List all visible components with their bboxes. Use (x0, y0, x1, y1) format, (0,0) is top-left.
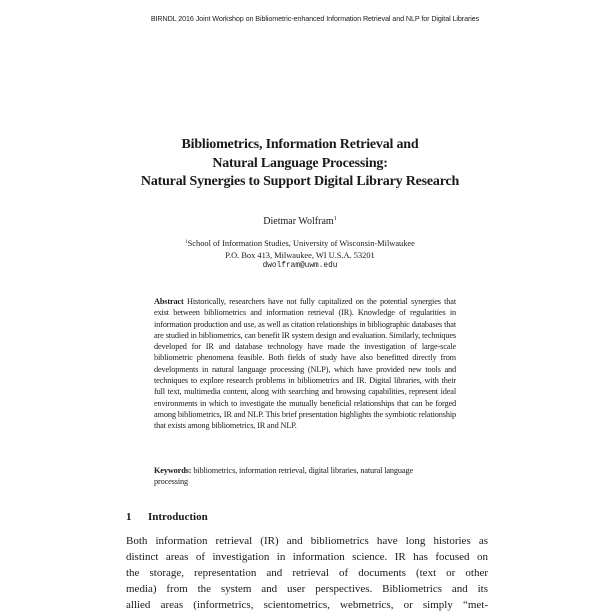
section-heading (126, 511, 208, 523)
keywords-text: bibliometrics, information retrieval, digital libraries, natural language processing (154, 466, 413, 487)
affiliation (0, 237, 600, 273)
section-number: 1 (126, 511, 132, 523)
body-line-2: distinct areas of investigation in information science. IR has focused on (126, 551, 488, 563)
section-title: Introduction (148, 511, 208, 523)
body-line-4: media) from the system and user perspectives. Bibliometrics and its (126, 583, 488, 595)
abstract-label: Abstract (154, 297, 184, 306)
running-header: BIRNDL 2016 Joint Workshop on Bibliometric-enhanced Information Retrieval and NLP for Digital Libraries (150, 14, 480, 23)
introduction-body (126, 533, 488, 613)
affiliation-address: P.O. Box 413, Milwaukee, WI U.S.A. 53201 (225, 250, 375, 260)
abstract-text: Historically, researchers have not fully capitalized on the potential synergies that exist between bibliometrics and information retrieval (IR). Knowledge of regularities in information production and use, as well as citation relationships in bibliographic databases that are studied in bibliometrics, can benefit IR system design and evaluation. Similarly, techniques developed for IR and database technology have made the investigation of large-scale bibliometric phenomena feasible. Both fields of study have also benefitted directly from developments in natural language processing (NLP), which have provided new tools and techniques to explore research problems in bibliometrics and IR. Digital libraries, with their full text, multimedia content, along with searching and browsing capabilities, represent ideal environments in which to investigate the mutually beneficial relationships that can be forged among bibliometrics, IR and NLP. This brief presentation highlights the symbiotic relationship that exists among bibliometrics, IR and NLP. (154, 297, 456, 431)
body-line-3: the storage, representation and retrieval of documents (text or other (126, 567, 488, 579)
title-line-3: Natural Synergies to Support Digital Library Research (140, 174, 460, 189)
abstract (154, 296, 456, 432)
affiliation-institution: School of Information Studies, University of Wisconsin-Milwaukee (187, 239, 415, 248)
author-footnote-mark: 1 (333, 216, 337, 222)
affiliation-mark: 1 (185, 240, 188, 245)
keywords-label: Keywords: (154, 466, 192, 475)
title-line-1: Bibliometrics, Information Retrieval and (181, 137, 419, 152)
author-name: Dietmar Wolfram (263, 216, 334, 227)
paper-title (0, 136, 600, 192)
title-line-2: Natural Language Processing: (212, 155, 388, 171)
author-line (0, 216, 600, 227)
author-email: dwolfram@uwm.edu (262, 262, 338, 270)
body-line-5: allied areas (informetrics, scientometrics, webmetrics, or simply “met- (126, 599, 488, 611)
keywords (154, 465, 434, 488)
body-line-1: Both information retrieval (IR) and bibliometrics have long histories as (126, 535, 488, 547)
